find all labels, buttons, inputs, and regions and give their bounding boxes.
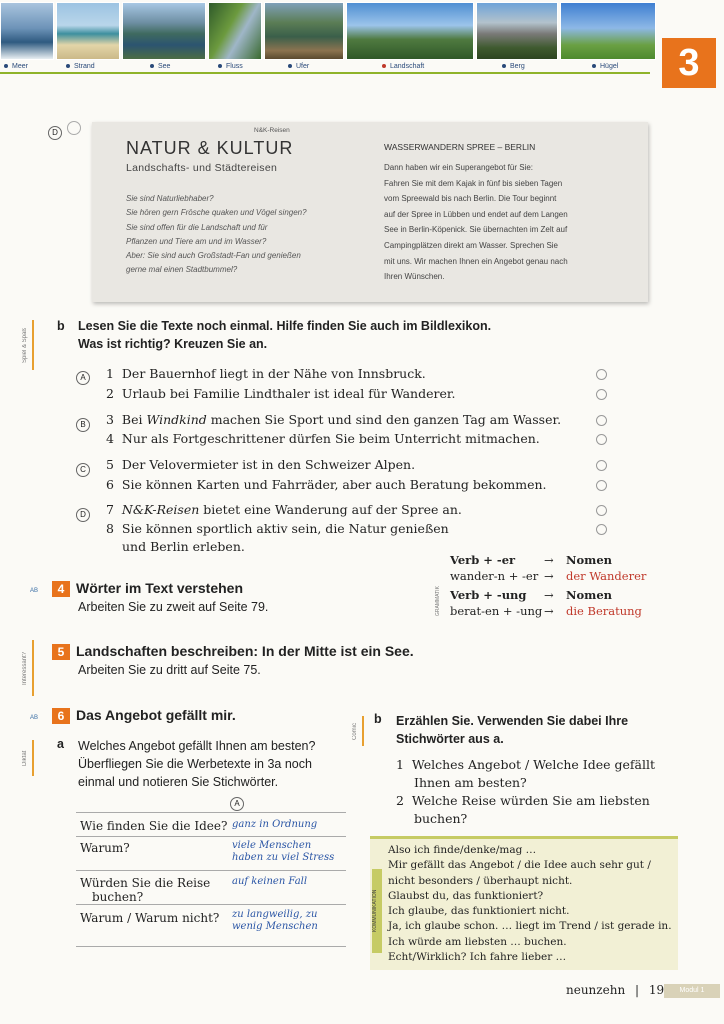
strip-divider [0, 72, 650, 74]
card-left-text: Sie sind Naturliebhaber? Sie hören gern Frösche quaken und Vögel singen? Sie sind offen für die Landschaft und für Pflanzen und Tiere am und im Wasser? Aber: Sie sind auch Großstadt-Fan und genießen gerne mal einen Stadtbummel? [126, 194, 307, 275]
label-fluss: Fluss [218, 63, 243, 70]
photo-fluss [208, 2, 262, 60]
publisher: N&K-Reisen [254, 127, 290, 134]
card-right-text: Dann haben wir ein Superangebot für Sie: Fahren Sie mit dem Kajak in fünf bis sieben Tagen vom Spreewald bis nach Berlin. Die Tour beginnt auf der Spree in Lübben und endet auf dem Langen See in Berlin-Köpenick. Sie übernachten im Zelt auf Campingplätzen direkt am Wasser. Sprechen Sie mit uns. Wir machen Ihnen ein Angebot genau nach Ihren Wünschen. [384, 163, 568, 282]
table-rule [76, 836, 346, 837]
checkbox-5[interactable] [596, 460, 607, 471]
ab-marker-4: AB [30, 588, 39, 594]
side-tab-diktat: Diktat [22, 740, 34, 776]
task-6b-q2: 2 Welche Reise würden Sie am liebsten buchen? [396, 793, 650, 826]
side-tab-interessant: Interessant? [22, 640, 34, 696]
statement-1: 1 Der Bauernhof liegt in der Nähe von Innsbruck. [106, 366, 426, 381]
unit-number-badge: 3 [662, 38, 716, 88]
checkbox-8[interactable] [596, 524, 607, 535]
card-marker: D [48, 120, 81, 140]
card-subtitle: Landschafts- und Städtereisen [126, 162, 278, 174]
task-4-sub: Arbeiten Sie zu zweit auf Seite 79. [78, 600, 269, 614]
grammar-arrow-3: → [544, 588, 554, 602]
statement-2: 2 Urlaub bei Familie Lindthaler ist ideal für Wanderer. [106, 386, 456, 401]
group-d-marker: D [76, 502, 90, 522]
statement-6: 6 Sie können Karten und Fahrräder, aber auch Beratung bekommen. [106, 477, 547, 492]
statement-8-cont: und Berlin erleben. [122, 539, 245, 554]
table-rule [76, 812, 346, 813]
side-tab-spiel: Spiel & Spaß [22, 320, 34, 370]
photo-see [122, 2, 206, 60]
grammar-r2-left: wander-n + -er [450, 569, 539, 583]
kom-side-label: KOMMUNIKATION [372, 869, 382, 953]
label-berg: Berg [502, 63, 525, 70]
photo-meer [0, 2, 54, 60]
grammar-r4-left: berat-en + -ung [450, 604, 543, 618]
grammar-r3-left: Verb + -ung [450, 588, 527, 602]
task-b-letter: b [57, 319, 65, 333]
reading-card-nk-reisen [92, 122, 648, 302]
statement-4: 4 Nur als Fortgeschrittener dürfen Sie beim Unterricht mitmachen. [106, 431, 540, 446]
grammar-r4-right: die Beratung [566, 604, 642, 618]
group-b-marker: B [76, 412, 90, 432]
task-6b-instructions: Erzählen Sie. Verwenden Sie dabei Ihre Stichwörter aus a. [396, 714, 629, 746]
statement-8: 8 Sie können sportlich aktiv sein, die Natur genießen [106, 521, 449, 536]
grammar-r2-right: der Wanderer [566, 569, 647, 583]
page-number: 19 [648, 983, 665, 997]
side-tab-comic: Comic [352, 716, 364, 746]
task-b-instruction-1: Lesen Sie die Texte noch einmal. Hilfe finden Sie auch im Bildlexikon. [78, 319, 492, 333]
task-6b-q1: 1 Welches Angebot / Welche Idee gefällt Ihnen am besten? [396, 757, 656, 790]
ab-marker-6: AB [30, 715, 39, 721]
group-c-marker: C [76, 457, 90, 477]
checkbox-1[interactable] [596, 369, 607, 380]
table-q-warum: Warum? [80, 841, 130, 855]
table-head-a: A [230, 791, 244, 811]
table-a-warum-nicht: zu langweilig, zu wenig Menschen [232, 909, 318, 932]
photo-ufer [264, 2, 344, 60]
label-strand: Strand [66, 63, 95, 70]
kom-phrases: Also ich finde/denke/mag … Mir gefällt das Angebot / die Idee auch sehr gut / nicht besonders / überhaupt nicht. Glaubst du, das funktioniert? Ich glaube, das funktioniert nicht. Ja, ich glaube schon. … liegt im Trend / ist gerade in. Ich würde am liebsten … buchen. Echt/Wirklich? Ich fahre lieber … [388, 844, 672, 964]
grammar-arrow-2: → [544, 569, 554, 583]
grammar-arrow-1: → [544, 553, 554, 567]
checkbox-4[interactable] [596, 434, 607, 445]
kommunikation-box [370, 836, 678, 970]
statement-7: 7 N&K-Reisen bietet eine Wanderung auf der Spree an. [106, 502, 462, 517]
task-b-instruction-2: Was ist richtig? Kreuzen Sie an. [78, 337, 268, 351]
label-ufer: Ufer [288, 63, 309, 70]
page-footer: neunzehn | 19 [566, 983, 665, 997]
table-rule [76, 946, 346, 947]
table-q-buchen: Würden Sie die Reise buchen? [80, 876, 211, 904]
table-a-buchen: auf keinen Fall [232, 876, 308, 887]
photo-landschaft [346, 2, 474, 60]
page-word: neunzehn [566, 983, 626, 997]
table-a-idee: ganz in Ordnung [232, 819, 318, 830]
label-huegel: Hügel [592, 63, 618, 70]
label-meer: Meer [4, 63, 28, 70]
task-6a-letter: a [57, 737, 64, 751]
table-a-warum: viele Menschen haben zu viel Stress [232, 840, 335, 863]
module-tab: Modul 1 [664, 984, 720, 998]
grammar-arrow-4: → [544, 604, 554, 618]
photo-berg [476, 2, 558, 60]
table-rule [76, 904, 346, 905]
label-see: See [150, 63, 170, 70]
group-a-marker: A [76, 365, 90, 385]
grammar-r1-left: Verb + -er [450, 553, 516, 567]
photo-strand [56, 2, 120, 60]
table-q-warum-nicht: Warum / Warum nicht? [80, 911, 220, 925]
task-6a-instructions: Welches Angebot gefällt Ihnen am besten? Überfliegen Sie die Werbetexte in 3a noch einmal und notieren Sie Stichwörter. [78, 739, 316, 789]
task-6b-letter: b [374, 712, 382, 726]
grammar-side-label: GRAMMATIK [435, 586, 441, 616]
checkbox-7[interactable] [596, 505, 607, 516]
label-landschaft: Landschaft [382, 63, 424, 70]
photo-huegel [560, 2, 656, 60]
statement-3: 3 Bei Windkind machen Sie Sport und sind den ganzen Tag am Wasser. [106, 412, 562, 427]
task-4-heading: 4 Wörter im Text verstehen [52, 580, 243, 597]
grammar-r3-right: Nomen [566, 588, 613, 602]
table-rule [76, 870, 346, 871]
checkbox-3[interactable] [596, 415, 607, 426]
card-title: NATUR & KULTUR [126, 138, 294, 158]
task-5-sub: Arbeiten Sie zu dritt auf Seite 75. [78, 663, 261, 677]
table-q-idee: Wie finden Sie die Idee? [80, 819, 228, 833]
task-5-heading: 5 Landschaften beschreiben: In der Mitte ist ein See. [52, 643, 414, 660]
task-6-heading: 6 Das Angebot gefällt mir. [52, 707, 236, 724]
statement-5: 5 Der Velovermieter ist in den Schweizer Alpen. [106, 457, 416, 472]
checkbox-6[interactable] [596, 480, 607, 491]
grammar-r1-right: Nomen [566, 553, 613, 567]
checkbox-2[interactable] [596, 389, 607, 400]
card-right-title: WASSERWANDERN SPREE – BERLIN [384, 142, 536, 152]
